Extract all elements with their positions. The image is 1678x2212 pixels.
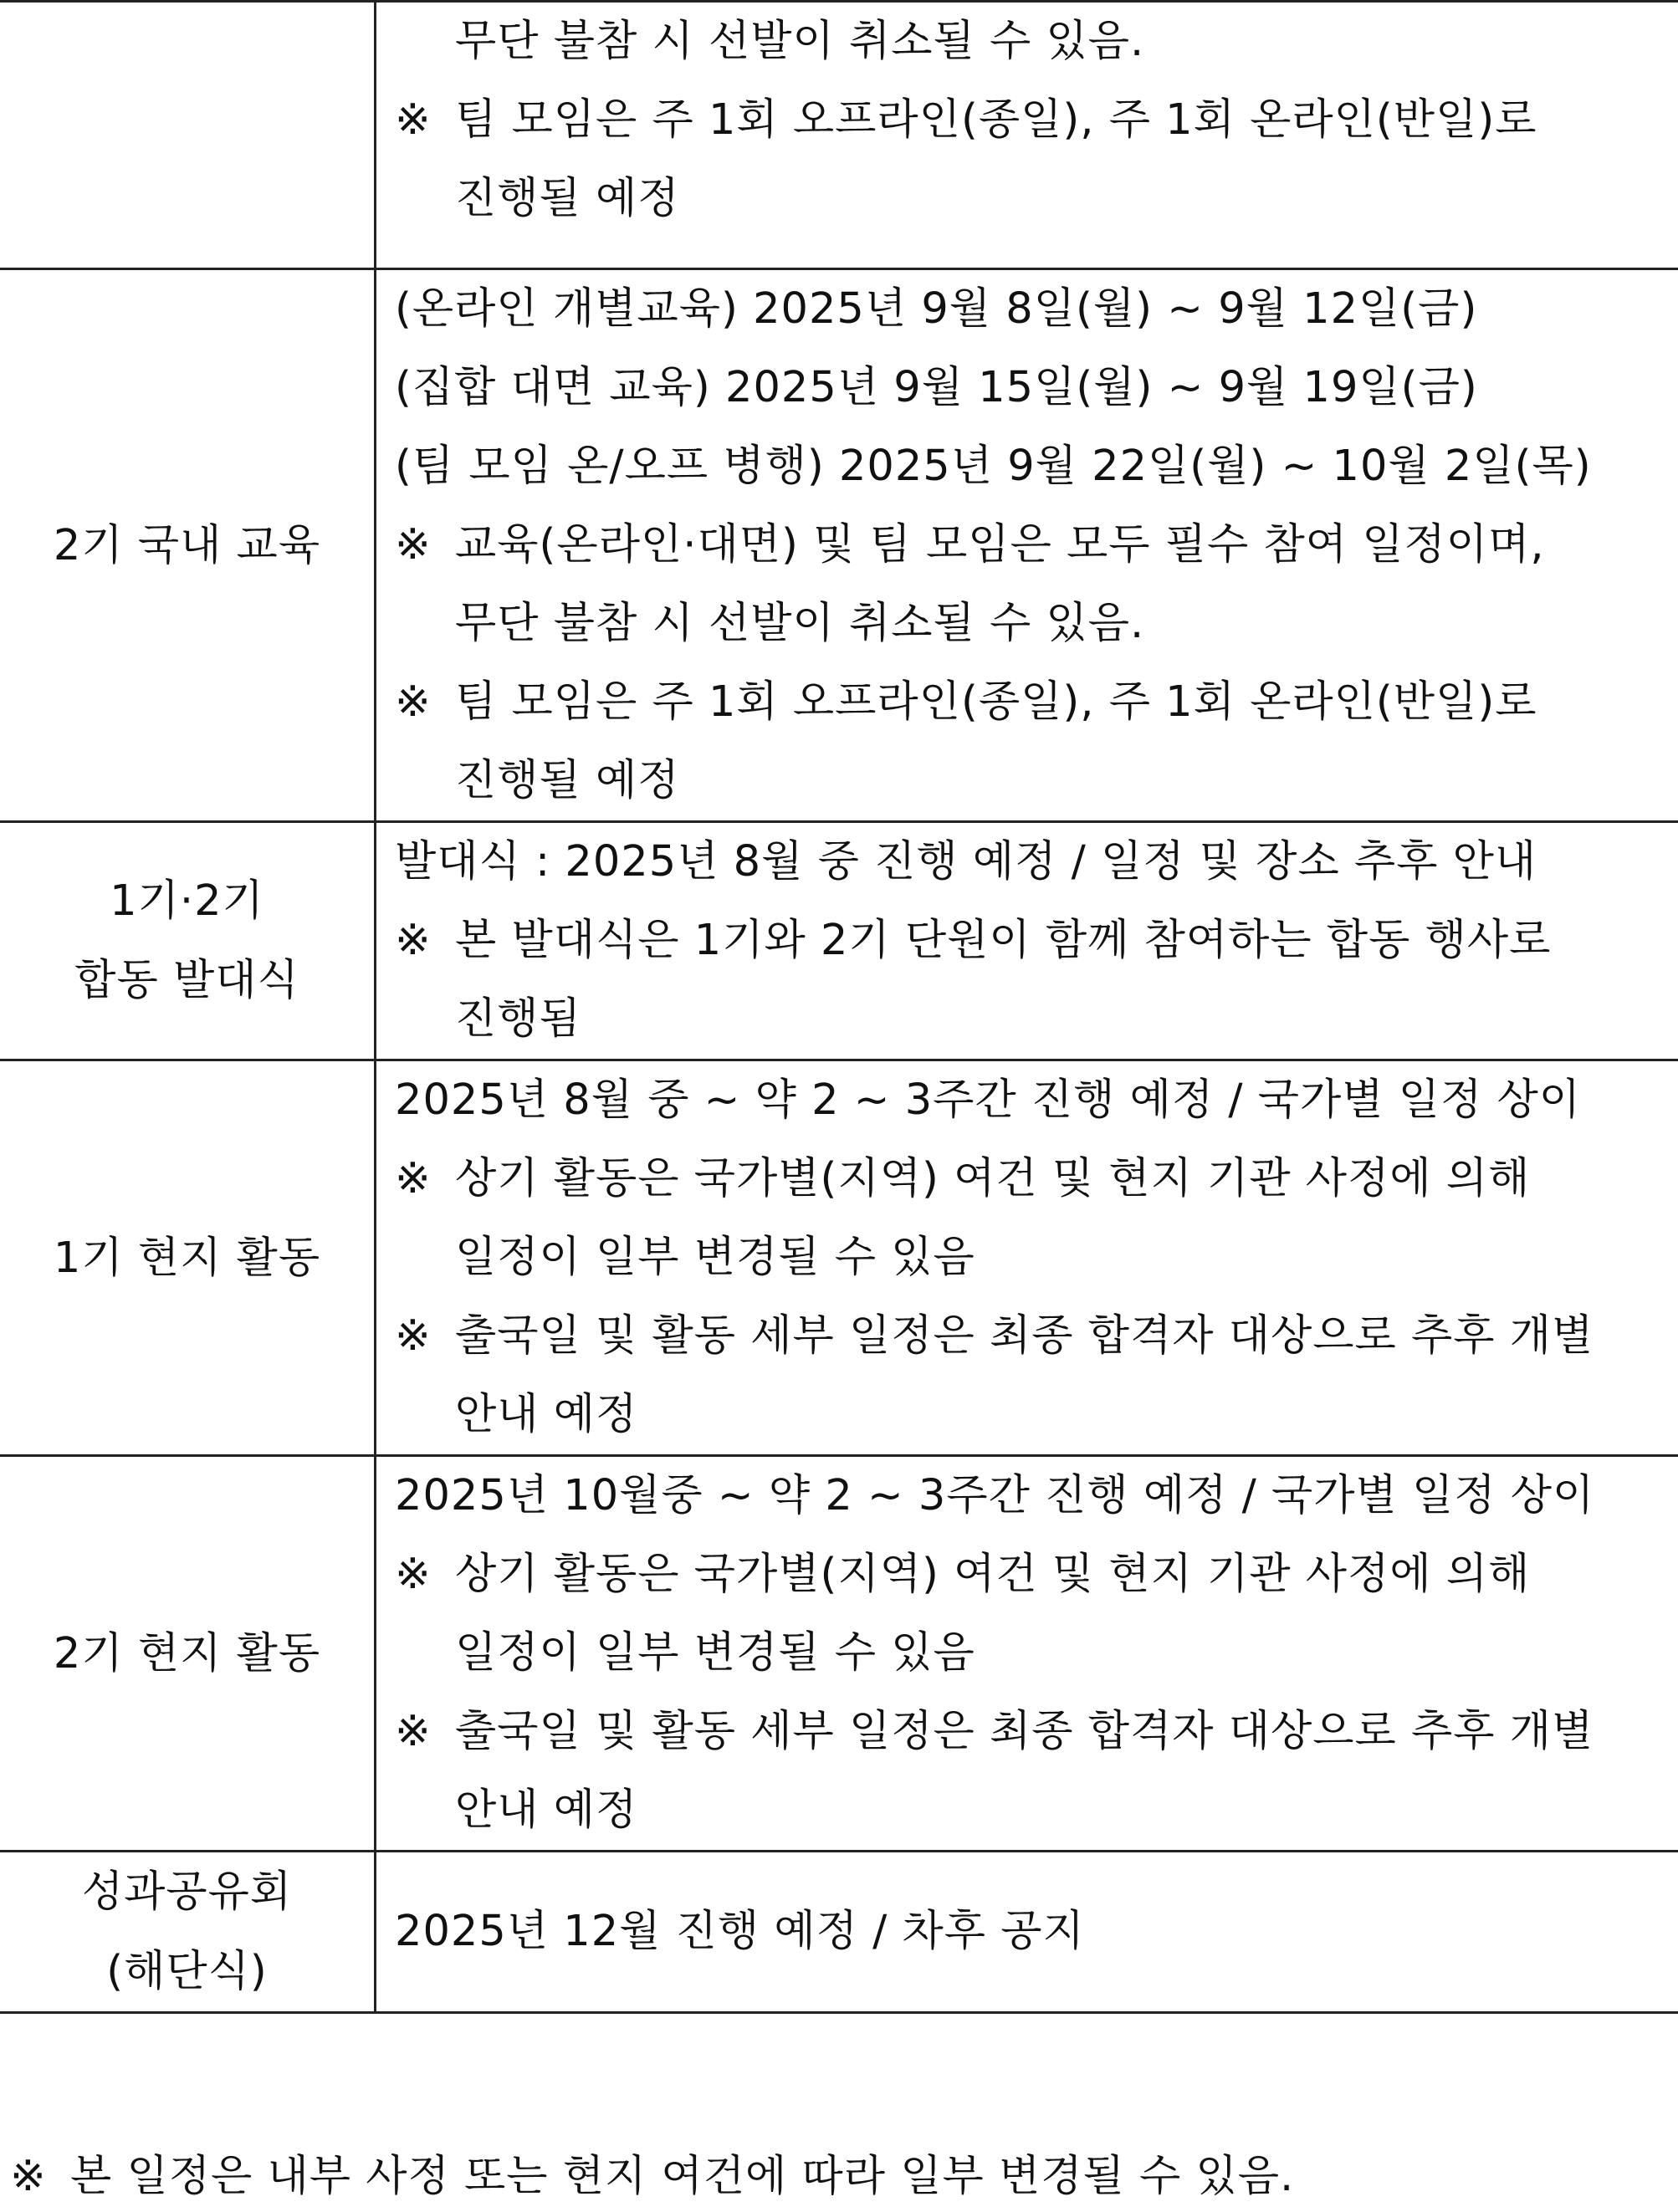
line-text: (팀 모임 온/오프 병행) 2025년 9월 22일(월) ~ 10월 2일(목) <box>395 442 1592 491</box>
row-label-line: 1기·2기 <box>110 876 264 926</box>
row-content-cell <box>376 1060 1678 1456</box>
line-text: 진행될 예정 <box>455 756 680 805</box>
schedule-line <box>395 349 1673 427</box>
reference-mark-icon: ※ <box>395 520 432 570</box>
note-continuation-line <box>395 980 1673 1059</box>
line-text: 교육(온라인·대면) 및 팀 모임은 모두 필수 참여 일정이며, <box>455 520 1545 570</box>
row-content-cell <box>376 1852 1678 2013</box>
line-text: 팀 모임은 주 1회 오프라인(종일), 주 1회 온라인(반일)로 <box>455 677 1537 727</box>
reference-mark-icon: ※ <box>395 1311 432 1361</box>
line-text: 팀 모임은 주 1회 오프라인(종일), 주 1회 온라인(반일)로 <box>455 95 1537 145</box>
schedule-row <box>0 1456 1678 1852</box>
row-label-line: 1기 현지 활동 <box>53 1233 321 1283</box>
line-text: (온라인 개별교육) 2025년 9월 8일(월) ~ 9월 12일(금) <box>395 284 1478 334</box>
schedule-row <box>0 822 1678 1060</box>
line-text: 2025년 8월 중 ~ 약 2 ~ 3주간 진행 예정 / 국가별 일정 상이 <box>395 1075 1582 1125</box>
schedule-row <box>0 1852 1678 2013</box>
row-label-cell <box>0 269 376 822</box>
note-line <box>395 1297 1673 1376</box>
schedule-line <box>395 427 1673 506</box>
reference-mark-icon: ※ <box>395 1550 432 1599</box>
reference-mark-icon: ※ <box>395 1707 432 1756</box>
line-text: 일정이 일부 변경될 수 있음 <box>455 1628 975 1678</box>
note-continuation-line <box>395 1614 1673 1693</box>
reference-mark-icon: ※ <box>395 916 432 965</box>
note-continuation-line <box>395 3 1673 81</box>
note-line <box>395 81 1673 160</box>
line-text: 안내 예정 <box>455 1785 638 1835</box>
schedule-line <box>395 270 1673 349</box>
row-label-cell <box>0 2 376 269</box>
line-text: 본 발대식은 1기와 2기 단원이 함께 참여하는 합동 행사로 <box>455 916 1552 965</box>
line-text: (집합 대면 교육) 2025년 9월 15일(월) ~ 9월 19일(금) <box>395 363 1478 412</box>
line-text: 발대식 : 2025년 8월 중 진행 예정 / 일정 및 장소 추후 안내 <box>395 837 1537 886</box>
reference-mark-icon: ※ <box>395 95 432 145</box>
line-text: 2025년 12월 진행 예정 / 차후 공지 <box>395 1907 1085 1956</box>
line-text: 진행됨 <box>455 994 581 1044</box>
note-continuation-line <box>395 1771 1673 1850</box>
row-label-line: 합동 발대식 <box>74 956 299 1005</box>
footnote <box>10 2141 1294 2212</box>
schedule-line <box>395 1893 1673 1971</box>
row-label-line: (해단식) <box>106 1947 268 1996</box>
line-text: 2025년 10월중 ~ 약 2 ~ 3주간 진행 예정 / 국가별 일정 상이 <box>395 1471 1595 1520</box>
note-line <box>395 902 1673 980</box>
line-text: 상기 활동은 국가별(지역) 여건 및 현지 기관 사정에 의해 <box>455 1154 1531 1203</box>
row-label-cell <box>0 1456 376 1852</box>
note-continuation-line <box>395 742 1673 820</box>
row-label-cell <box>0 1060 376 1456</box>
note-continuation-line <box>395 1218 1673 1297</box>
line-text: 일정이 일부 변경될 수 있음 <box>455 1233 975 1282</box>
note-line <box>395 1535 1673 1614</box>
schedule-row <box>0 269 1678 822</box>
schedule-table-body <box>0 2 1678 2013</box>
schedule-line <box>395 1457 1673 1535</box>
reference-mark-icon: ※ <box>10 2152 47 2201</box>
note-continuation-line <box>395 160 1673 238</box>
row-content-cell <box>376 1456 1678 1852</box>
row-label-line: 성과공유회 <box>81 1867 293 1917</box>
line-text: 상기 활동은 국가별(지역) 여건 및 현지 기관 사정에 의해 <box>455 1550 1531 1599</box>
note-line <box>395 1140 1673 1218</box>
note-line <box>395 1693 1673 1771</box>
note-continuation-line <box>395 585 1673 663</box>
line-text: 진행될 예정 <box>455 174 680 223</box>
reference-mark-icon: ※ <box>395 677 432 727</box>
row-label-line: 2기 국내 교육 <box>53 520 321 570</box>
line-text: 무단 불참 시 선발이 취소될 수 있음. <box>455 599 1145 648</box>
line-text: 출국일 및 활동 세부 일정은 최종 합격자 대상으로 추후 개별 <box>455 1707 1594 1756</box>
footnote-text: 본 일정은 내부 사정 또는 현지 여건에 따라 일부 변경될 수 있음. <box>70 2152 1295 2201</box>
row-label-line: 2기 현지 활동 <box>53 1628 321 1678</box>
note-line <box>395 506 1673 585</box>
note-line <box>395 663 1673 742</box>
schedule-line <box>395 1061 1673 1140</box>
row-content-cell <box>376 822 1678 1060</box>
reference-mark-icon: ※ <box>395 1154 432 1203</box>
row-content-cell <box>376 269 1678 822</box>
note-continuation-line <box>395 1376 1673 1454</box>
line-text: 무단 불참 시 선발이 취소될 수 있음. <box>455 17 1145 66</box>
row-content-cell <box>376 2 1678 269</box>
row-label-cell <box>0 822 376 1060</box>
schedule-row <box>0 2 1678 269</box>
schedule-row <box>0 1060 1678 1456</box>
row-label-cell <box>0 1852 376 2013</box>
line-text: 안내 예정 <box>455 1390 638 1439</box>
line-text: 출국일 및 활동 세부 일정은 최종 합격자 대상으로 추후 개별 <box>455 1311 1594 1361</box>
schedule-line <box>395 823 1673 902</box>
